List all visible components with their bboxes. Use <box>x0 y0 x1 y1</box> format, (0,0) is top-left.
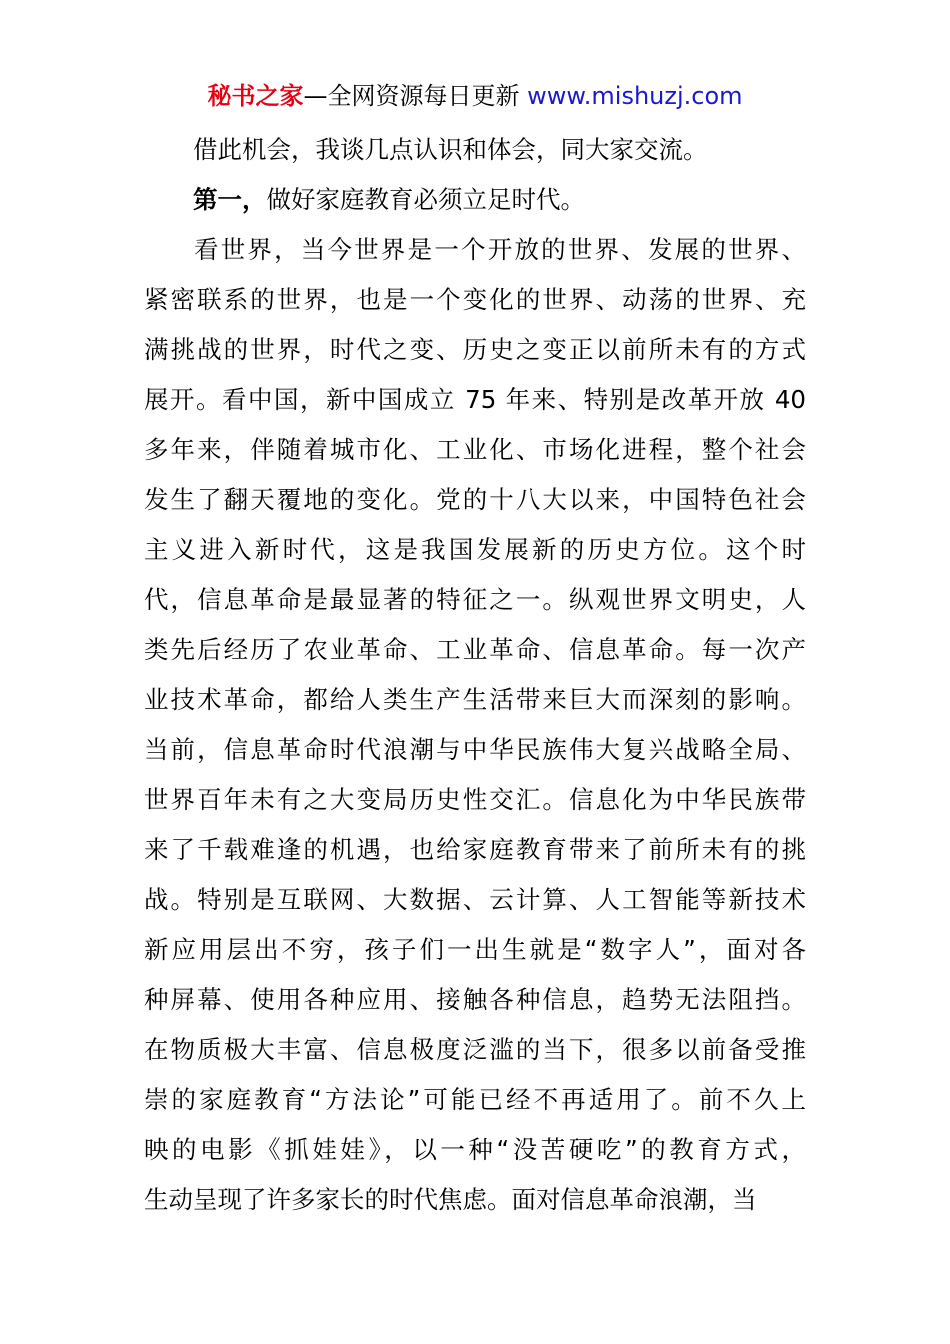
paragraph-line: 崇的家庭教育“方法论”可能已经不再适用了。前不久上 <box>144 1085 806 1114</box>
paragraph-line: 看世界，当今世界是一个开放的世界、发展的世界、 <box>194 235 806 264</box>
paragraph-line: 代，信息革命是最显著的特征之一。纵观世界文明史，人 <box>144 585 806 614</box>
header-brand: 秘书之家 <box>207 82 304 110</box>
paragraph-line: 种屏幕、使用各种应用、接触各种信息，趋势无法阻挡。 <box>144 985 806 1014</box>
paragraph-line: 在物质极大丰富、信息极度泛滥的当下，很多以前备受推 <box>144 1035 806 1064</box>
main-paragraph <box>144 225 806 1225</box>
paragraph-line: 满挑战的世界，时代之变、历史之变正以前所未有的方式 <box>144 335 806 364</box>
document-body <box>144 125 806 1225</box>
header-url-link[interactable]: www.mishuzj.com <box>527 82 743 110</box>
paragraph-line: 当前，信息革命时代浪潮与中华民族伟大复兴战略全局、 <box>144 735 806 764</box>
header-tagline: —全网资源每日更新 <box>303 82 520 110</box>
paragraph-line: 类先后经历了农业革命、工业革命、信息革命。每一次产 <box>144 635 806 664</box>
paragraph-line: 多年来，伴随着城市化、工业化、市场化进程，整个社会 <box>144 435 806 464</box>
paragraph-line: 业技术革命，都给人类生产生活带来巨大而深刻的影响。 <box>144 685 806 714</box>
paragraph-line: 展开。看中国，新中国成立 75 年来、特别是改革开放 40 <box>144 385 806 414</box>
paragraph-line: 发生了翻天覆地的变化。党的十八大以来，中国特色社会 <box>144 485 806 514</box>
intro-paragraph: 借此机会，我谈几点认识和体会，同大家交流。 <box>193 135 708 164</box>
paragraph-line: 映的电影《抓娃娃》，以一种“没苦硬吃”的教育方式， <box>144 1135 806 1164</box>
paragraph-line: 来了千载难逢的机遇，也给家庭教育带来了前所未有的挑 <box>144 835 806 864</box>
paragraph-line: 生动呈现了许多家长的时代焦虑。面对信息革命浪潮，当 <box>144 1185 757 1214</box>
paragraph-line: 战。特别是互联网、大数据、云计算、人工智能等新技术 <box>144 885 806 914</box>
section-1-lead: 第一， <box>193 185 267 214</box>
paragraph-line: 世界百年未有之大变局历史性交汇。信息化为中华民族带 <box>144 785 806 814</box>
paragraph-line: 新应用层出不穷，孩子们一出生就是“数字人”，面对各 <box>144 935 806 964</box>
paragraph-line: 紧密联系的世界，也是一个变化的世界、动荡的世界、充 <box>144 285 806 314</box>
section-1-heading-text: 做好家庭教育必须立足时代。 <box>266 185 585 214</box>
document-header <box>0 80 950 112</box>
paragraph-line: 主义进入新时代，这是我国发展新的历史方位。这个时 <box>144 535 806 564</box>
section-1-heading-paragraph <box>144 175 806 225</box>
